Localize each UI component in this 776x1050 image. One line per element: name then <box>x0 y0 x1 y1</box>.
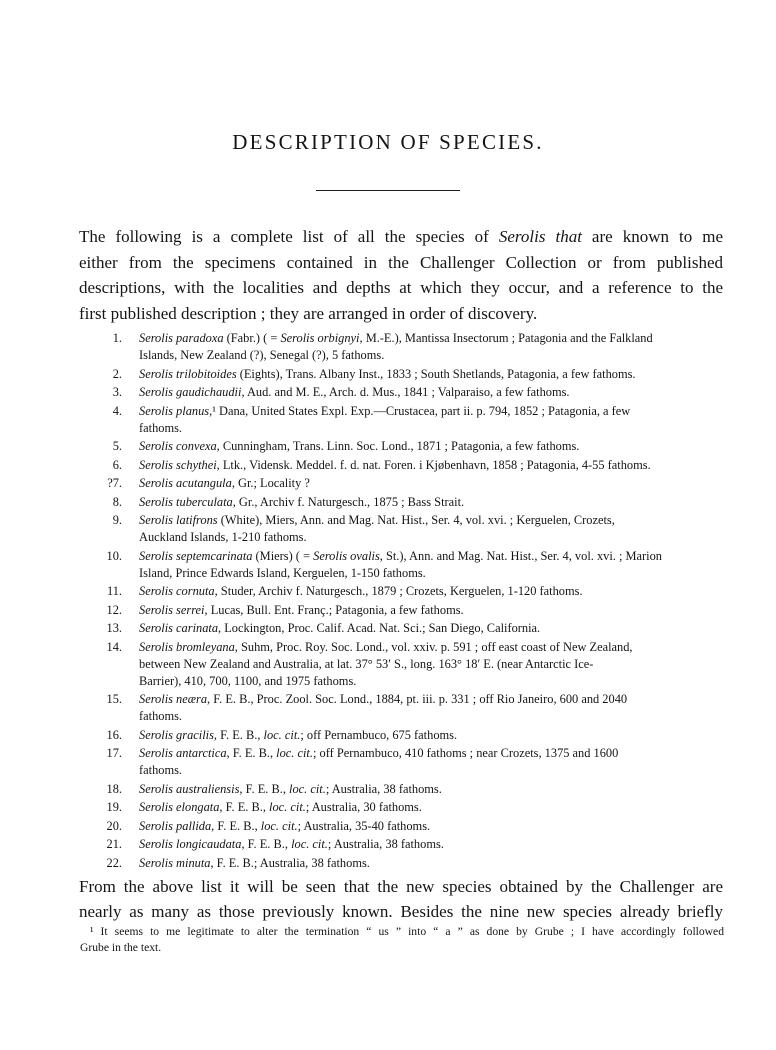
species-entry <box>80 384 724 401</box>
species-entry <box>80 457 724 474</box>
species-entry <box>80 745 724 779</box>
species-text-line: Serolis pallida, F. E. B., loc. cit.; Australia, 35-40 fathoms. <box>139 818 431 833</box>
page-title: DESCRIPTION OF SPECIES. <box>232 130 544 154</box>
intro-line: The following is a complete list of all the species of Serolis that are known to me <box>79 227 724 246</box>
species-entry <box>80 855 724 872</box>
species-text-line: fathoms. <box>139 763 183 777</box>
species-text-line: Serolis septemcarinata (Miers) ( = Serolis ovalis, St.), Ann. and Mag. Nat. Hist., Ser. 4, vol. xvi. ; Marion <box>139 548 662 563</box>
species-entry <box>80 583 724 600</box>
species-number: 21. <box>106 837 122 851</box>
species-entry <box>80 691 724 725</box>
species-entry <box>80 639 724 690</box>
species-text-line: Serolis paradoxa (Fabr.) ( = Serolis orbignyi, M.-E.), Mantissa Insectorum ; Patagonia and the Falkland <box>139 331 653 345</box>
species-text-line: Islands, New Zealand (?), Senegal (?), 5 fathoms. <box>139 348 385 362</box>
species-text-line: Serolis neæra, F. E. B., Proc. Zool. Soc. Lond., 1884, pt. iii. p. 331 ; off Rio Janeiro, 600 and 2040 <box>139 692 628 706</box>
species-entry <box>80 475 724 492</box>
species-list <box>80 330 724 873</box>
species-text-line: Serolis antarctica, F. E. B., loc. cit.; off Pernambuco, 410 fathoms ; near Crozets, 1375 and 1600 <box>139 746 619 760</box>
species-entry <box>80 799 724 816</box>
species-number: 3. <box>112 385 122 399</box>
species-text-line: Serolis minuta, F. E. B.; Australia, 38 fathoms. <box>139 855 370 870</box>
species-text-line: Serolis acutangula, Gr.; Locality ? <box>139 476 310 490</box>
species-text-line: Serolis carinata, Lockington, Proc. Calif. Acad. Nat. Sci.; San Diego, California. <box>139 621 541 635</box>
species-number: ?7. <box>107 476 122 490</box>
species-entry <box>80 512 724 546</box>
species-entry <box>80 403 724 437</box>
intro-line: first published description ; they are arranged in order of discovery. <box>79 303 538 323</box>
species-number: 14. <box>106 639 122 654</box>
closing-line: nearly as many as those previously known. Besides the nine new species already briefly <box>79 902 723 921</box>
footnote-line: Grube in the text. <box>80 941 162 954</box>
species-number: 6. <box>112 457 122 472</box>
species-entry <box>80 366 724 383</box>
species-number: 17. <box>106 746 122 760</box>
species-number: 22. <box>106 855 122 870</box>
closing-line: From the above list it will be seen that the new species obtained by the Challenger are <box>79 877 723 896</box>
species-number: 18. <box>106 781 122 796</box>
species-number: 5. <box>112 439 122 453</box>
species-text-line: Serolis convexa, Cunningham, Trans. Linn. Soc. Lond., 1871 ; Patagonia, a few fathoms. <box>139 439 580 453</box>
species-number: 13. <box>106 621 122 635</box>
species-text-line: Serolis cornuta, Studer, Archiv f. Naturgesch., 1879 ; Crozets, Kerguelen, 1-120 fathoms. <box>139 584 583 598</box>
intro-paragraph <box>79 224 723 326</box>
species-text-line: Serolis elongata, F. E. B., loc. cit.; Australia, 30 fathoms. <box>139 800 422 814</box>
species-entry <box>80 727 724 744</box>
species-entry <box>80 548 724 582</box>
species-text-line: Auckland Islands, 1-210 fathoms. <box>139 530 307 544</box>
species-text-line: Serolis gaudichaudii, Aud. and M. E., Arch. d. Mus., 1841 ; Valparaiso, a few fathoms. <box>139 385 570 399</box>
species-text-line: Serolis tuberculata, Gr., Archiv f. Naturgesch., 1875 ; Bass Strait. <box>139 494 465 509</box>
species-entry <box>80 330 724 364</box>
species-number: 9. <box>112 513 122 527</box>
species-text-line: Serolis gracilis, F. E. B., loc. cit.; off Pernambuco, 675 fathoms. <box>139 727 458 742</box>
species-entry <box>80 781 724 798</box>
species-text-line: Island, Prince Edwards Island, Kerguelen, 1-150 fathoms. <box>139 565 426 580</box>
species-entry <box>80 818 724 835</box>
species-number: 10. <box>106 548 122 563</box>
species-entry <box>80 494 724 511</box>
species-number: 12. <box>106 602 122 617</box>
species-number: 11. <box>106 584 122 598</box>
species-number: 2. <box>112 366 122 381</box>
intro-line: either from the specimens contained in the Challenger Collection or from published <box>79 252 723 272</box>
species-text-line: fathoms. <box>139 420 183 435</box>
species-number: 20. <box>106 818 122 833</box>
species-entry <box>80 620 724 637</box>
species-number: 4. <box>112 403 122 418</box>
species-entry <box>80 438 724 455</box>
species-number: 8. <box>112 494 122 509</box>
intro-line: descriptions, with the localities and depths at which they occur, and a reference to the <box>79 278 723 297</box>
species-number: 15. <box>106 692 122 706</box>
species-text-line: Serolis latifrons (White), Miers, Ann. and Mag. Nat. Hist., Ser. 4, vol. xvi. ; Kerguelen, Crozets, <box>139 513 615 527</box>
footnote-line: ¹ It seems to me legitimate to alter the termination “ us ” into “ a ” as done by Grube ; I have accordingly followed <box>90 925 724 938</box>
species-entry <box>80 836 724 853</box>
closing-paragraph <box>79 874 723 924</box>
species-number: 1. <box>112 331 122 345</box>
species-text-line: Serolis serrei, Lucas, Bull. Ent. Franç.; Patagonia, a few fathoms. <box>139 602 464 617</box>
species-text-line: Serolis longicaudata, F. E. B., loc. cit.; Australia, 38 fathoms. <box>139 837 444 851</box>
species-number: 16. <box>106 727 122 742</box>
species-text-line: Serolis planus,¹ Dana, United States Expl. Exp.—Crustacea, part ii. p. 794, 1852 ; Patagonia, a few <box>139 403 631 418</box>
species-text-line: fathoms. <box>139 709 183 723</box>
species-text-line: Serolis schythei, Ltk., Vidensk. Meddel. f. d. nat. Foren. i Kjøbenhavn, 1858 ; Patagonia, 4-55 fathoms. <box>139 457 651 472</box>
species-text-line: Serolis trilobitoides (Eights), Trans. Albany Inst., 1833 ; South Shetlands, Patagonia, a few fathoms. <box>139 366 636 381</box>
species-text-line: Serolis bromleyana, Suhm, Proc. Roy. Soc. Lond., vol. xxiv. p. 591 ; off east coast of New Zealand, <box>139 639 633 654</box>
species-text-line: Serolis australiensis, F. E. B., loc. cit.; Australia, 38 fathoms. <box>139 781 442 796</box>
title-divider <box>316 190 460 191</box>
footnote <box>80 924 724 956</box>
species-number: 19. <box>106 800 122 814</box>
species-entry <box>80 602 724 619</box>
species-text-line: Barrier), 410, 700, 1100, and 1975 fathoms. <box>139 673 357 688</box>
species-text-line: between New Zealand and Australia, at lat. 37° 53′ S., long. 163° 18′ E. (near Antarctic Ice- <box>139 656 594 671</box>
